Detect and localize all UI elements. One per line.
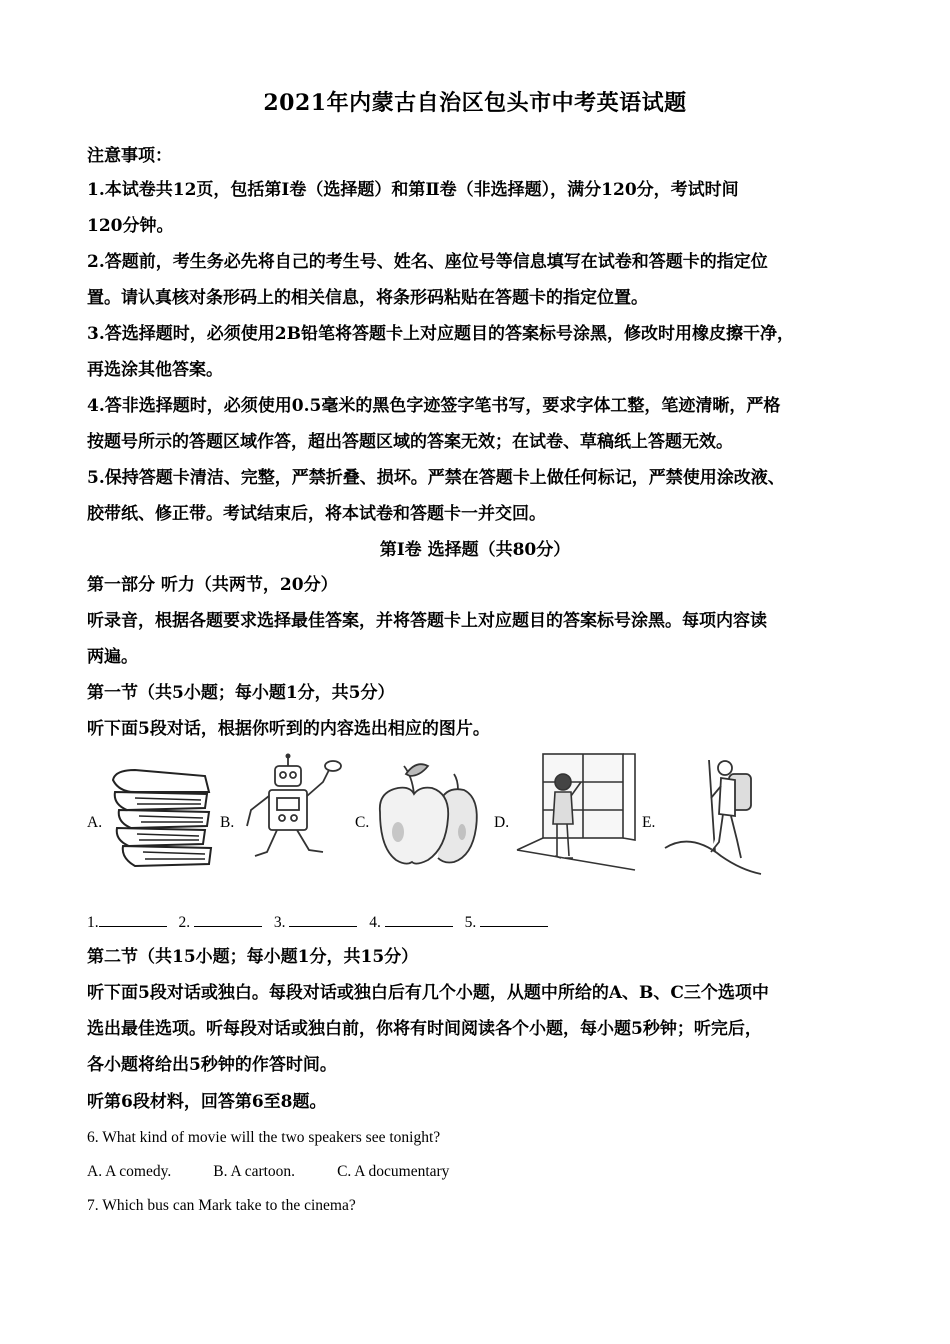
notice-heading: 注意事项： bbox=[87, 146, 172, 166]
question-options bbox=[87, 1160, 877, 1184]
notice-line: 120分钟。 bbox=[87, 216, 174, 236]
part-instruction: 两遍。 bbox=[87, 647, 138, 667]
blank-number: 1. bbox=[87, 914, 99, 931]
notice-line: 再选涂其他答案。 bbox=[87, 360, 223, 380]
section-instruction: 各小题将给出5秒钟的作答时间。 bbox=[87, 1055, 337, 1075]
notice-line: 按题号所示的答题区域作答，超出答题区域的答案无效；在试卷、草稿纸上答题无效。 bbox=[87, 432, 733, 452]
answer-blanks bbox=[87, 912, 556, 932]
option-b[interactable]: B. A cartoon. bbox=[213, 1163, 296, 1180]
figure-label: B. bbox=[220, 814, 235, 831]
answer-blank[interactable] bbox=[99, 912, 167, 927]
notice-line: 2.答题前，考生务必先将自己的考生号、姓名、座位号等信息填写在试卷和答题卡的指定位 bbox=[87, 252, 768, 272]
section-heading: 第一节（共5小题；每小题1分，共5分） bbox=[87, 683, 395, 703]
section-instruction: 听下面5段对话或独白。每段对话或独白后有几个小题，从题中所给的A、B、C三个选项中 bbox=[87, 983, 769, 1003]
blank-number: 4. bbox=[369, 914, 381, 931]
answer-blank[interactable] bbox=[480, 912, 548, 927]
notice-line: 1.本试卷共12页，包括第Ⅰ卷（选择题）和第Ⅱ卷（非选择题），满分120分，考试时间 bbox=[87, 180, 739, 200]
figure-label: A. bbox=[87, 814, 103, 831]
notice-line: 4.答非选择题时，必须使用0.5毫米的黑色字迹签字笔书写，要求字体工整，笔迹清晰，严格 bbox=[87, 396, 781, 416]
option-c[interactable]: C. A documentary bbox=[337, 1163, 450, 1180]
notice-line: 3.答选择题时，必须使用2B铅笔将答题卡上对应题目的答案标号涂黑，修改时用橡皮擦干净， bbox=[87, 324, 794, 344]
notice-line: 胶带纸、修正带。考试结束后，将本试卷和答题卡一并交回。 bbox=[87, 504, 546, 524]
books-icon bbox=[105, 752, 215, 872]
material-instruction: 听第6段材料，回答第6至8题。 bbox=[87, 1092, 327, 1112]
figure-label: E. bbox=[642, 814, 656, 831]
picture-options bbox=[87, 752, 767, 882]
robot-icon bbox=[237, 752, 342, 872]
section-heading: 第二节（共15小题；每小题1分，共15分） bbox=[87, 947, 419, 967]
boy-window-icon bbox=[513, 752, 638, 872]
notice-line: 5.保持答题卡清洁、完整，严禁折叠、损坏。严禁在答题卡上做任何标记，严禁使用涂改液、 bbox=[87, 468, 785, 488]
volume-heading: 第Ⅰ卷 选择题（共80分） bbox=[379, 540, 571, 560]
blank-number: 2. bbox=[178, 914, 191, 931]
answer-blank[interactable] bbox=[385, 912, 453, 927]
part-heading: 第一部分 听力（共两节，20分） bbox=[87, 575, 338, 595]
question-text: 6. What kind of movie will the two speakers see tonight? bbox=[87, 1129, 441, 1146]
part-instruction: 听录音，根据各题要求选择最佳答案，并将答题卡上对应题目的答案标号涂黑。每项内容读 bbox=[87, 611, 767, 631]
blank-number: 3. bbox=[273, 914, 286, 931]
answer-blank[interactable] bbox=[289, 912, 357, 927]
figure-label: C. bbox=[355, 814, 370, 831]
climber-icon bbox=[661, 752, 766, 876]
figure-label: D. bbox=[494, 814, 510, 831]
option-a[interactable]: A. A comedy. bbox=[87, 1163, 172, 1180]
apples-icon bbox=[372, 752, 487, 872]
section-instruction: 听下面5段对话，根据你听到的内容选出相应的图片。 bbox=[87, 719, 490, 739]
page-title: 2021年内蒙古自治区包头市中考英语试题 bbox=[263, 90, 687, 116]
notice-line: 置。请认真核对条形码上的相关信息，将条形码粘贴在答题卡的指定位置。 bbox=[87, 288, 648, 308]
blank-number: 5. bbox=[464, 914, 477, 931]
question-text: 7. Which bus can Mark take to the cinema? bbox=[87, 1197, 356, 1214]
answer-blank[interactable] bbox=[194, 912, 262, 927]
section-instruction: 选出最佳选项。听每段对话或独白前，你将有时间阅读各个小题，每小题5秒钟；听完后， bbox=[87, 1019, 762, 1039]
